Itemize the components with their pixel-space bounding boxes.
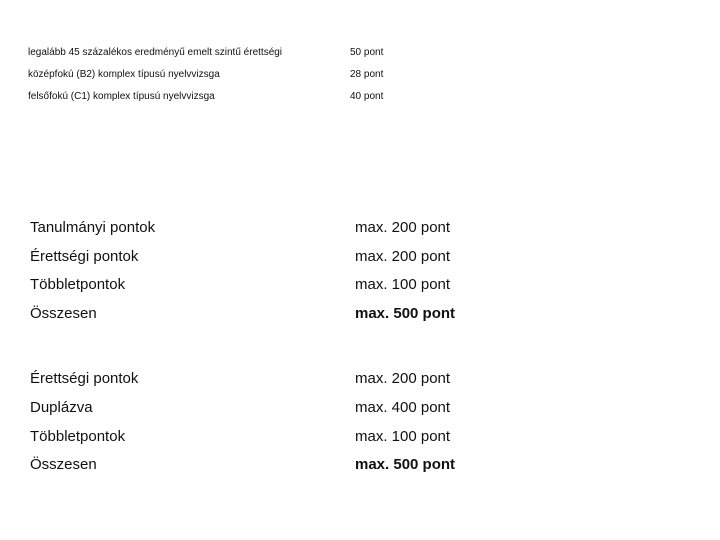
row-value: max. 200 pont: [355, 370, 451, 387]
row-label: Többletpontok: [30, 428, 126, 445]
row-label: Érettségi pontok: [30, 248, 139, 265]
row-value: max. 200 pont: [355, 219, 451, 236]
row-label: felsőfokú (C1) komplex típusú nyelvvizsga: [28, 91, 215, 102]
row-value: max. 500 pont: [355, 456, 456, 473]
row-label: középfokú (B2) komplex típusú nyelvvizsga: [28, 69, 220, 80]
row-value: 40 pont: [350, 91, 384, 102]
row-value: max. 100 pont: [355, 428, 451, 445]
row-label: Tanulmányi pontok: [30, 219, 156, 236]
row-label: Duplázva: [30, 399, 93, 416]
row-value: max. 200 pont: [355, 248, 451, 265]
row-value: max. 400 pont: [355, 399, 451, 416]
row-label: legalább 45 százalékos eredményű emelt szintű érettségi: [28, 47, 283, 58]
row-label: Összesen: [30, 456, 97, 473]
row-value: max. 500 pont: [355, 305, 456, 322]
row-value: 28 pont: [350, 69, 384, 80]
row-value: 50 pont: [350, 47, 384, 58]
row-label: Összesen: [30, 305, 97, 322]
row-label: Érettségi pontok: [30, 370, 139, 387]
row-value: max. 100 pont: [355, 276, 451, 293]
row-label: Többletpontok: [30, 276, 126, 293]
